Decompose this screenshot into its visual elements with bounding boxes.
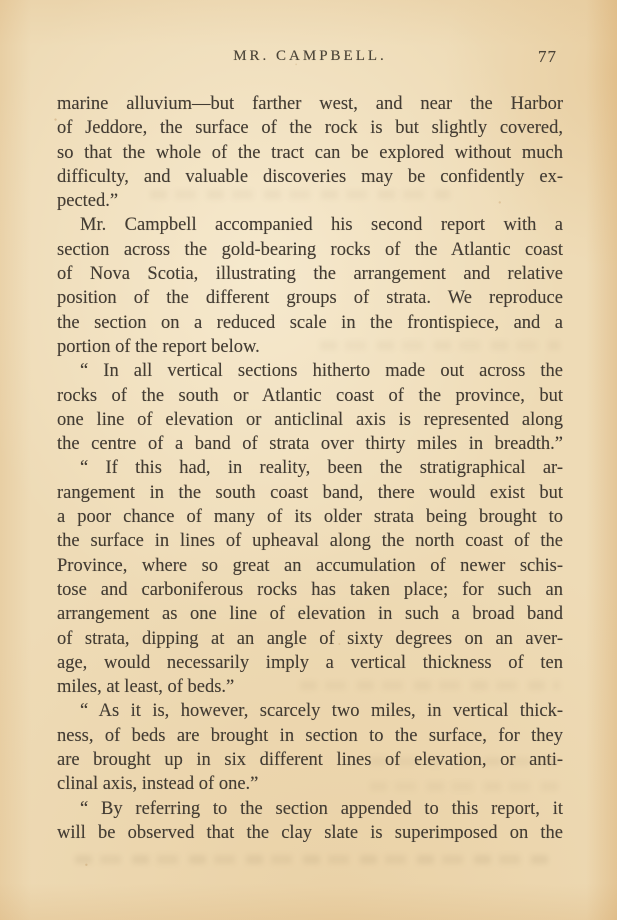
text-line: Province, where so great an accumulation of newer schis- — [57, 555, 563, 576]
paragraph — [57, 699, 563, 796]
text-line: age, would necessarily imply a vertical thickness of ten — [57, 652, 563, 673]
text-line: the centre of a band of strata over thirty miles in breadth.” — [57, 434, 563, 455]
text-line: so that the whole of the tract can be explored without much — [57, 142, 563, 163]
paragraph — [57, 359, 563, 456]
text-line: miles, at least, of beds.” — [57, 677, 235, 698]
paragraph — [57, 92, 563, 213]
paragraph — [57, 213, 563, 359]
text-line: tose and carboniferous rocks has taken place; for such an — [57, 579, 563, 600]
text-line: one line of elevation or anticlinal axis is represented along — [57, 409, 563, 430]
text-line: ness, of beds are brought in section to the surface, for they — [57, 725, 563, 746]
show-through-artifact — [75, 855, 555, 864]
text-line: are brought up in six different lines of elevation, or anti- — [57, 750, 563, 771]
text-line: Mr. Campbell accompanied his second report with a — [80, 215, 563, 236]
text-line: of Nova Scotia, illustrating the arrangement and relative — [57, 264, 563, 285]
text-line: will be observed that the clay slate is superimposed on the — [57, 822, 563, 843]
page-body — [57, 92, 563, 845]
page-number: 77 — [538, 47, 557, 66]
text-line: the section on a reduced scale in the frontispiece, and a — [57, 312, 563, 333]
text-line: difficulty, and valuable discoveries may be confidently ex- — [57, 166, 563, 187]
text-line: clinal axis, instead of one.” — [57, 774, 259, 795]
text-line: position of the different groups of strata. We reproduce — [57, 288, 563, 309]
text-line: portion of the report below. — [57, 336, 260, 357]
page-header — [57, 48, 563, 70]
text-line: a poor chance of many of its older strata being brought to — [57, 507, 563, 528]
text-line: arrangement as one line of elevation in such a broad band — [57, 604, 563, 625]
running-title: MR. CAMPBELL. — [233, 48, 387, 64]
text-line: “ As it is, however, scarcely two miles, in vertical thick- — [80, 701, 563, 722]
text-line: rangement in the south coast band, there would exist but — [57, 482, 563, 503]
text-line: “ By referring to the section appended to this report, it — [80, 798, 563, 819]
text-line: pected.” — [57, 191, 119, 212]
paragraph — [57, 797, 563, 846]
text-line: “ If this had, in reality, been the stratigraphical ar- — [80, 458, 563, 479]
text-line: section across the gold-bearing rocks of the Atlantic coast — [57, 239, 563, 260]
text-line: the surface in lines of upheaval along the north coast of the — [57, 531, 563, 552]
text-line: rocks of the south or Atlantic coast of the province, but — [57, 385, 563, 406]
text-line: “ In all vertical sections hitherto made out across the — [80, 361, 563, 382]
text-line: of Jeddore, the surface of the rock is but slightly covered, — [57, 118, 563, 139]
text-line: marine alluvium—but farther west, and near the Harbor — [57, 94, 563, 114]
text-line: of strata, dipping at an angle of sixty degrees on an aver- — [57, 628, 563, 649]
paragraph — [57, 456, 563, 699]
